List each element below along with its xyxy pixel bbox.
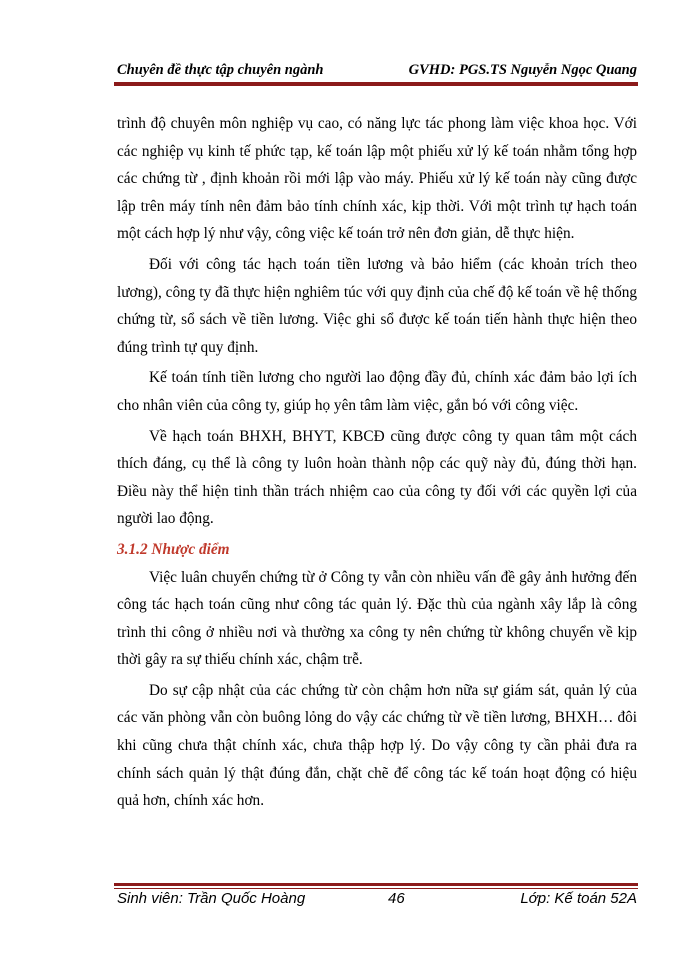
page-header <box>117 58 637 82</box>
paragraph-4: Về hạch toán BHXH, BHYT, KBCĐ cũng được công ty quan tâm một cách thích đáng, cụ thể là công ty luôn hoàn thành nộp các quỹ này đủ, đúng thời hạn. Điều này thể hiện tinh thần trách nhiệm cao của công ty đối với các quyền lợi của người lao động. <box>117 427 637 528</box>
paragraph-3: Kế toán tính tiền lương cho người lao động đầy đủ, chính xác đảm bảo lợi ích cho nhân viên của công ty, giúp họ yên tâm làm việc, gắn bó với công việc. <box>117 369 637 414</box>
paragraph-2: Đối với công tác hạch toán tiền lương và bảo hiểm (các khoản trích theo lương), công ty đã thực hiện nghiêm túc với quy định của chế độ kế toán về hệ thống chứng từ, sổ sách về tiền lương. Việc ghi sổ được kế toán tiến hành thực hiện theo đúng trình tự quy định. <box>117 255 638 356</box>
footer-class: Lớp: Kế toán 52A <box>520 890 637 907</box>
paragraph-1: trình độ chuyên môn nghiệp vụ cao, có năng lực tác phong làm việc khoa học. Với các nghiệp vụ kinh tế phức tạp, kế toán lập một phiếu xử lý kế toán nhằm tổng hợp các chứng từ , định khoản rồi mới lập vào máy. Phiếu xử lý kế toán này cũng được lập trên máy tính nên đảm bảo tính chính xác, kịp thời. Với một trình tự hạch toán một cách hợp lý như vậy, công việc kế toán trở nên đơn giản, dễ thực hiện. <box>117 115 637 243</box>
header-rule <box>114 80 638 86</box>
footer-student: Sinh viên: Trần Quốc Hoàng <box>117 890 306 907</box>
page-body <box>117 110 637 818</box>
page-footer <box>117 890 637 912</box>
header-title: Chuyên đề thực tập chuyên ngành <box>117 62 324 78</box>
footer-rule <box>114 883 638 889</box>
header-advisor: GVHD: PGS.TS Nguyễn Ngọc Quang <box>408 62 637 78</box>
paragraph-6: Do sự cập nhật của các chứng từ còn chậm hơn nữa sự giám sát, quản lý của các văn phòng vẫn còn buông lỏng do vậy các chứng từ về tiền lương, BHXH… đôi khi cũng chưa thật chính xác, chưa thập hợp lý. Do vậy công ty cần phải đưa ra chính sách quản lý thật đúng đắn, chặt chẽ để công tác kế toán hoạt động có hiệu quả hơn, chính xác hơn. <box>117 681 637 810</box>
paragraph-5: Việc luân chuyển chứng từ ở Công ty vẫn còn nhiều vấn đề gây ảnh hưởng đến công tác hạch toán cũng như công tác quản lý. Đặc thù của ngành xây lắp là công trình thi công ở nhiều nơi và thường xa công ty nên chứng từ không chuyển về kịp thời gây ra sự thiếu chính xác, chậm trễ. <box>117 568 637 669</box>
section-heading: 3.1.2 Nhược điểm <box>117 540 230 558</box>
page-number: 46 <box>388 890 405 907</box>
